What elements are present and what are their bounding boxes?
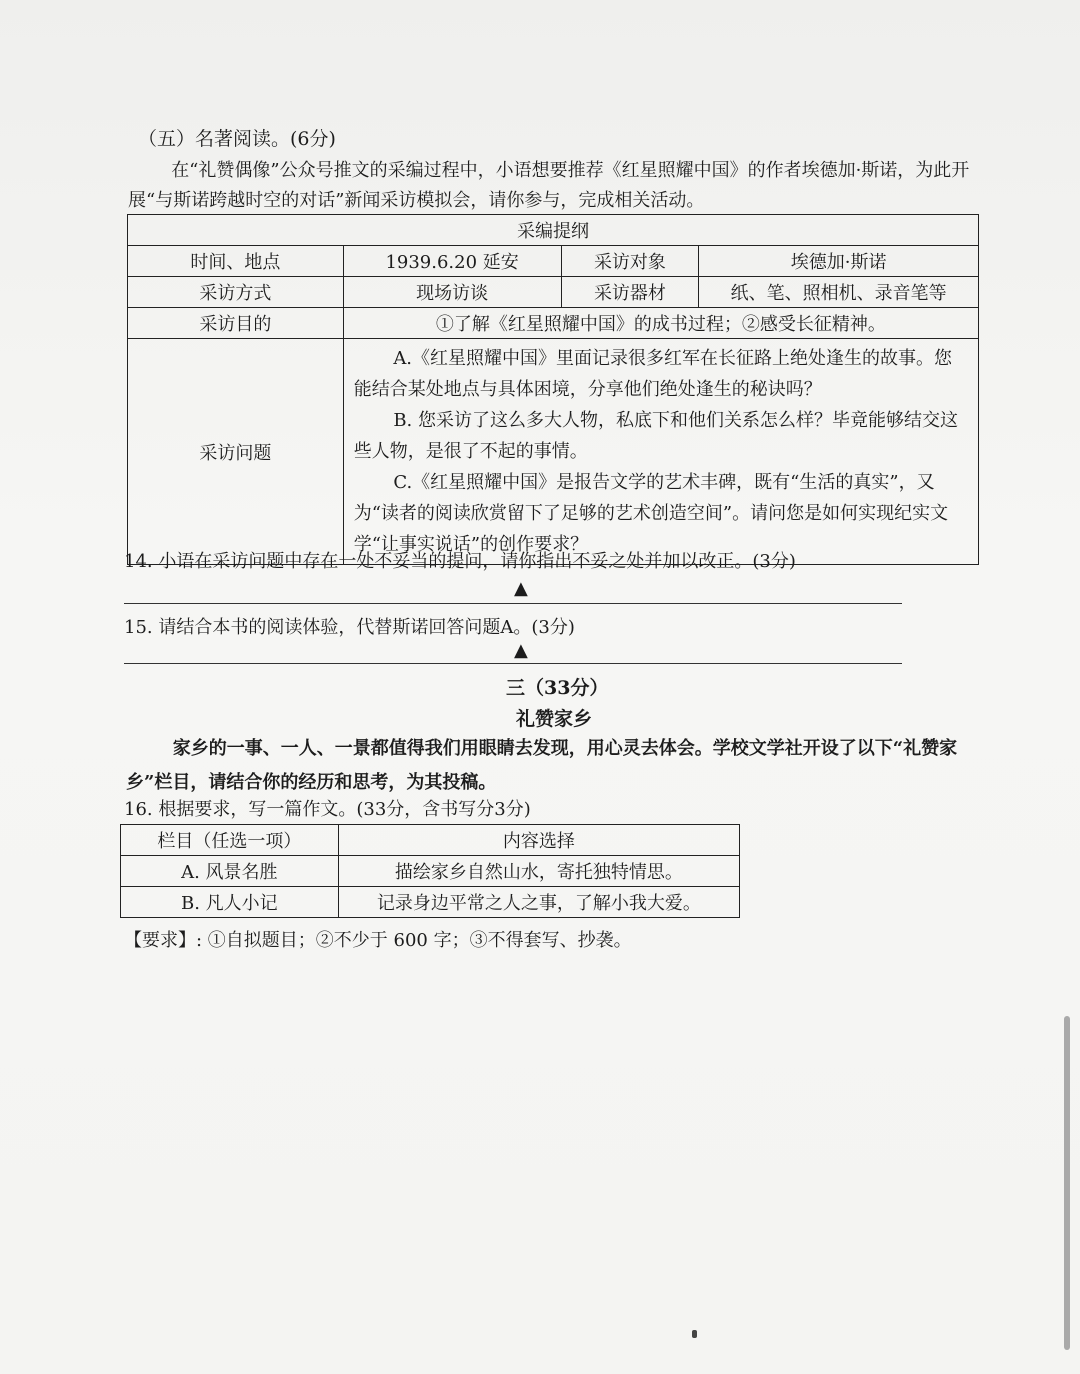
- interview-outline-table: [127, 214, 979, 565]
- essay-option-column: B. 凡人小记: [121, 887, 339, 918]
- question-15: 15. 请结合本书的阅读体验，代替斯诺回答问题A。(3分): [124, 617, 575, 638]
- answer-marker-triangle: ▲: [514, 640, 528, 661]
- question-b: B. 您采访了这么多大人物，私底下和他们关系怎么样？毕竟能够结交这些人物，是很了不起的事情。: [353, 410, 958, 462]
- essay-options-table: [120, 824, 740, 918]
- table-cell-value: 埃德加·斯诺: [699, 246, 979, 277]
- question-16: 16. 根据要求，写一篇作文。(33分，含书写分3分): [124, 799, 531, 820]
- table-cell-label: 采访器材: [561, 277, 699, 308]
- table-cell-label: 采访方式: [128, 277, 344, 308]
- table-cell-label: 采访目的: [128, 308, 344, 339]
- answer-line-15[interactable]: [124, 663, 902, 664]
- part-three-subtitle: 礼赞家乡: [516, 708, 593, 730]
- table-cell-value: 纸、笔、照相机、录音笔等: [699, 277, 979, 308]
- table-cell-value: 现场访谈: [343, 277, 561, 308]
- answer-line-14[interactable]: [124, 603, 902, 604]
- question-c: C.《红星照耀中国》是报告文学的艺术丰碑，既有“生活的真实”，又为“读者的阅读欣赏留下了足够的艺术创造空间”。请问您是如何实现纪实文学“让事实说话”的创作要求？: [353, 472, 949, 555]
- table-cell-label: 时间、地点: [128, 246, 344, 277]
- essay-option-column: A. 风景名胜: [121, 856, 339, 887]
- intro-paragraph: 在“礼赞偶像”公众号推文的采编过程中，小语想要推荐《红星照耀中国》的作者埃德加·斯诺，为此开展“与斯诺跨越时空的对话”新闻采访模拟会，请你参与，完成相关活动。: [128, 160, 970, 211]
- part-three-intro: 家乡的一事、一人、一景都值得我们用眼睛去发现，用心灵去体会。学校文学社开设了以下“礼赞家乡”栏目，请结合你的经历和思考，为其投稿。: [126, 738, 958, 793]
- essay-option-content: 记录身边平常之人之事，了解小我大爱。: [338, 887, 739, 918]
- essay-table-header: 栏目（任选一项）: [121, 825, 339, 856]
- interview-questions-cell: [343, 339, 978, 565]
- question-a: A.《红星照耀中国》里面记录很多红军在长征路上绝处逢生的故事。您能结合某处地点与具体困境，分享他们绝处逢生的秘诀吗？: [353, 348, 953, 400]
- scan-speck: [692, 1330, 697, 1338]
- section-title: （五）名著阅读。(6分): [138, 128, 336, 150]
- essay-table-header: 内容选择: [338, 825, 739, 856]
- essay-requirements: 【要求】: ①自拟题目；②不少于 600 字；③不得套写、抄袭。: [124, 930, 632, 951]
- table-cell-value: ①了解《红星照耀中国》的成书过程；②感受长征精神。: [343, 308, 978, 339]
- table-cell-label: 采访问题: [128, 339, 344, 565]
- question-14: 14. 小语在采访问题中存在一处不妥当的提问，请你指出不妥之处并加以改正。(3分): [124, 551, 796, 572]
- table-header: 采编提纲: [128, 215, 979, 246]
- essay-option-content: 描绘家乡自然山水，寄托独特情思。: [338, 856, 739, 887]
- part-three-header: 三（33分）: [506, 677, 609, 699]
- table-cell-label: 采访对象: [561, 246, 699, 277]
- answer-marker-triangle: ▲: [514, 578, 528, 599]
- vertical-scrollbar[interactable]: [1064, 1016, 1070, 1350]
- table-cell-value: 1939.6.20 延安: [343, 246, 561, 277]
